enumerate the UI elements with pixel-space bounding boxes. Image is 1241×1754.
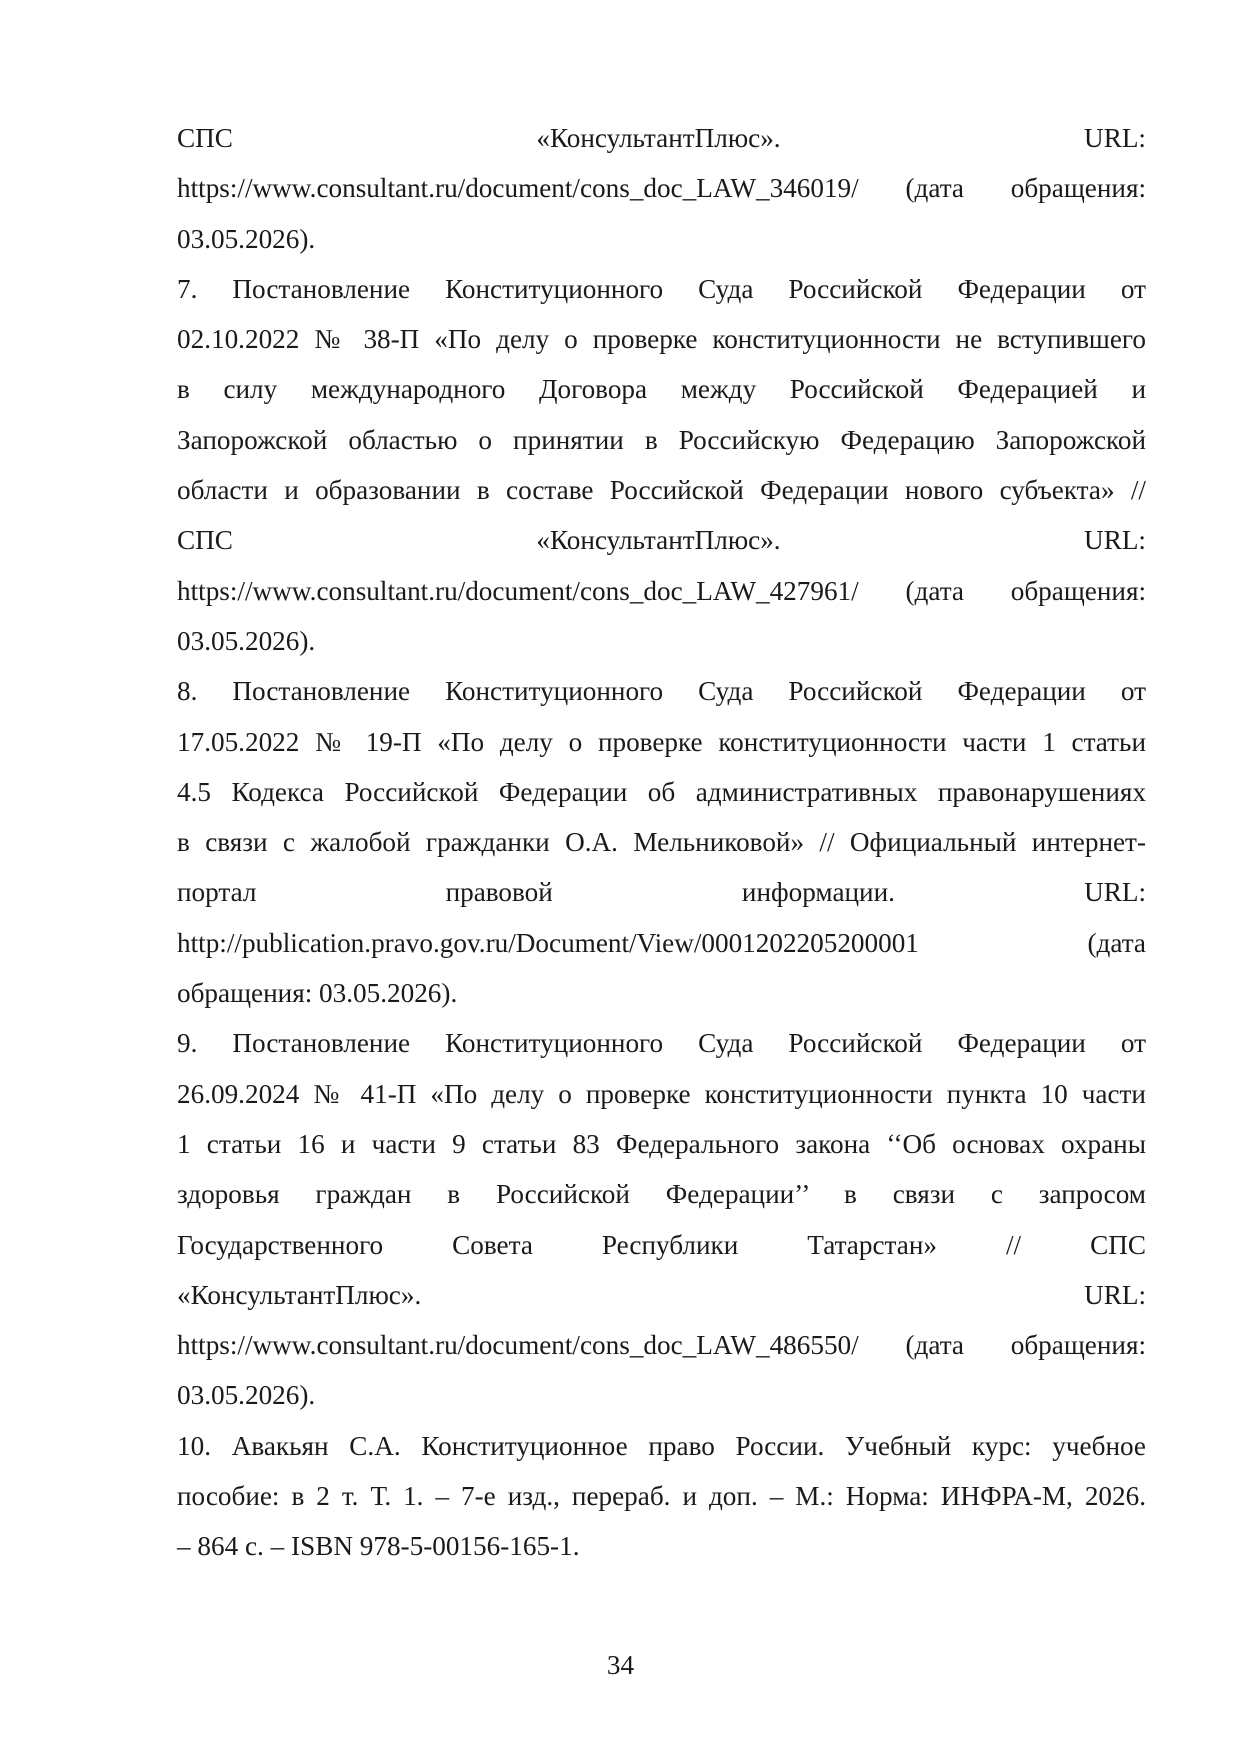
text-line: пособие: в 2 т. Т. 1. – 7-е изд., перераб. и доп. – М.: Норма: ИНФРА-М, 2026. — [177, 1481, 1146, 1512]
text-line: https://www.consultant.ru/document/cons_doc_LAW_427961/ (дата обращения: — [177, 575, 1146, 606]
text-line: 17.05.2022 № 19-П «По делу о проверке конституционности части 1 статьи — [177, 726, 1146, 757]
text-line: 1 статьи 16 и части 9 статьи 83 Федерального закона ‘‘Об основах охраны — [177, 1128, 1146, 1159]
text-line: «КонсультантПлюс». URL: — [177, 1279, 1146, 1310]
reference-item-10 — [177, 1421, 1146, 1572]
reference-item-9 — [177, 1018, 1146, 1420]
text-line: СПС «КонсультантПлюс». URL: — [177, 123, 1146, 153]
text-line: СПС «КонсультантПлюс». URL: — [177, 525, 1146, 556]
page-number: 34 — [606, 1650, 635, 1680]
text-line: 8. Постановление Конституционного Суда Российской Федерации от — [177, 676, 1146, 707]
reference-list — [177, 113, 1146, 1572]
text-line: в силу международного Договора между Российской Федерацией и — [177, 374, 1146, 405]
reference-item-8 — [177, 666, 1146, 1018]
text-line: в связи с жалобой гражданки О.А. Мельниковой» // Официальный интернет- — [177, 827, 1146, 858]
reference-continuation — [177, 113, 1146, 264]
text-line: 03.05.2026). — [177, 1380, 316, 1411]
text-line: Государственного Совета Республики Татарстан» // СПС — [177, 1229, 1146, 1260]
text-line: – 864 с. – ISBN 978-5-00156-165-1. — [177, 1531, 580, 1562]
text-line: 26.09.2024 № 41-П «По делу о проверке конституционности пункта 10 части — [177, 1078, 1146, 1109]
text-line: 9. Постановление Конституционного Суда Российской Федерации от — [177, 1028, 1146, 1059]
text-line: https://www.consultant.ru/document/cons_doc_LAW_486550/ (дата обращения: — [177, 1330, 1146, 1361]
text-line: 4.5 Кодекса Российской Федерации об административных правонарушениях — [177, 776, 1146, 807]
reference-item-7 — [177, 264, 1146, 666]
text-line: 7. Постановление Конституционного Суда Российской Федерации от — [177, 273, 1146, 304]
text-line: портал правовой информации. URL: — [177, 877, 1146, 908]
text-line: Запорожской областью о принятии в Российскую Федерацию Запорожской — [177, 424, 1146, 455]
text-line: области и образовании в составе Российской Федерации нового субъекта» // — [177, 475, 1146, 506]
text-line: здоровья граждан в Российской Федерации’’ в связи с запросом — [177, 1179, 1146, 1210]
text-line: https://www.consultant.ru/document/cons_doc_LAW_346019/ (дата обращения: — [177, 173, 1146, 204]
text-line: обращения: 03.05.2026). — [177, 978, 458, 1009]
text-line: 10. Авакьян С.А. Конституционное право России. Учебный курс: учебное — [177, 1430, 1146, 1461]
text-line: 02.10.2022 № 38-П «По делу о проверке конституционности не вступившего — [177, 324, 1146, 355]
text-line: 03.05.2026). — [177, 223, 316, 254]
text-line: http://publication.pravo.gov.ru/Document/View/0001202205200001 (дата — [177, 927, 1146, 958]
text-line: 03.05.2026). — [177, 625, 316, 656]
